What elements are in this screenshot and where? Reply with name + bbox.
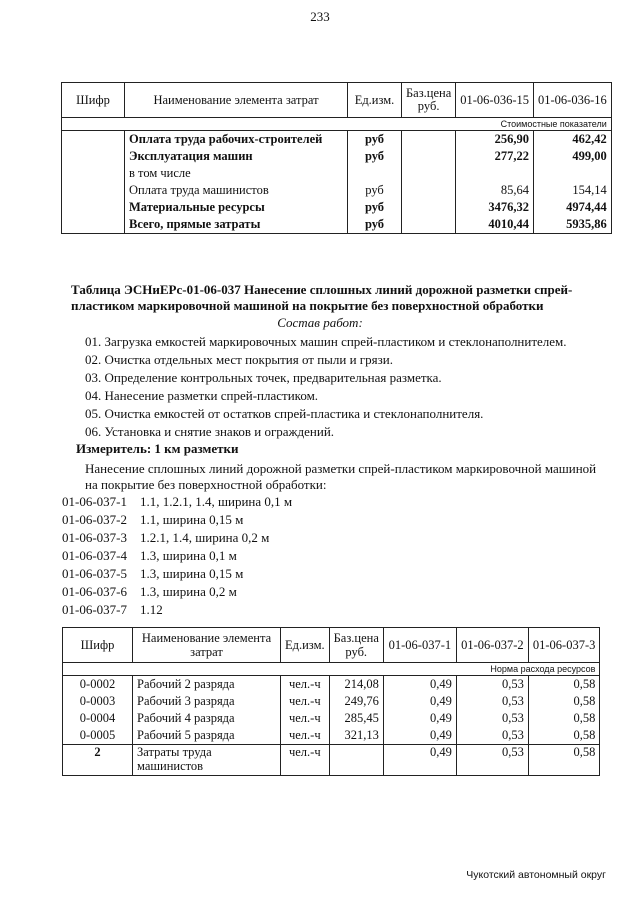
row-value: 0,58	[528, 676, 600, 694]
row-name: Материальные ресурсы	[125, 199, 348, 216]
code-row	[62, 530, 269, 546]
resource-table-header	[63, 628, 600, 663]
row-value: 0,53	[456, 710, 528, 727]
row-price: 249,76	[329, 693, 383, 710]
row-name: Рабочий 2 разряда	[133, 676, 281, 694]
row-name: Рабочий 4 разряда	[133, 710, 281, 727]
row-value: 277,22	[456, 148, 534, 165]
code-text: 1.12	[140, 602, 163, 617]
row-value: 0,49	[383, 676, 456, 694]
header-cell: 01-06-037-1	[383, 628, 456, 663]
code-row	[62, 602, 163, 618]
header-cell: Ед.изм.	[348, 83, 402, 118]
row-name: Рабочий 3 разряда	[133, 693, 281, 710]
cost-table	[61, 82, 612, 234]
header-cell: Баз.цена руб.	[402, 83, 456, 118]
table-row	[62, 182, 612, 199]
header-cell: Шифр	[62, 83, 125, 118]
header-cell: Наименование элемента затрат	[125, 83, 348, 118]
row-name: Оплата труда рабочих-строителей	[125, 131, 348, 149]
row-unit: руб	[348, 131, 402, 149]
work-item: 01. Загрузка емкостей маркировочных машин спрей-пластиком и стеклонаполнителем.	[85, 334, 567, 349]
row-unit: руб	[348, 148, 402, 165]
table-row	[63, 693, 600, 710]
row-price: 285,45	[329, 710, 383, 727]
row-name: Оплата труда машинистов	[125, 182, 348, 199]
row-unit	[348, 165, 402, 182]
code: 01-06-037-4	[62, 548, 127, 563]
row-price: 321,13	[329, 727, 383, 745]
cost-table-header	[62, 83, 612, 118]
row-value: 3476,32	[456, 199, 534, 216]
cost-table-subheader	[62, 118, 612, 131]
row-value: 0,53	[456, 727, 528, 745]
meter-label: Измеритель: 1 км разметки	[76, 441, 239, 456]
code: 01-06-037-2	[62, 512, 127, 527]
row-unit: чел.-ч	[281, 710, 330, 727]
row-value: 0,58	[528, 727, 600, 745]
work-item: 06. Установка и снятие знаков и ограждений.	[85, 424, 335, 439]
row-value: 0,49	[383, 710, 456, 727]
row-unit: чел.-ч	[281, 727, 330, 745]
work-item: 05. Очистка емкостей от остатков спрей-пластика и стеклонаполнителя.	[85, 406, 484, 421]
code-text: 1.1, ширина 0,15 м	[140, 512, 244, 527]
row-value: 5935,86	[534, 216, 612, 234]
table-row	[62, 216, 612, 234]
row-unit: руб	[348, 199, 402, 216]
code-row	[62, 494, 292, 510]
section-title: Таблица ЭСНиЕРс-01-06-037 Нанесение сплошных линий дорожной разметки спрей-пластиком маркировочной машиной на покрытие без поверхностной обработки	[71, 282, 573, 313]
header-cell: 01-06-036-16	[534, 83, 612, 118]
row-value: 4010,44	[456, 216, 534, 234]
row-unit: чел.-ч	[281, 676, 330, 694]
row-value: 0,53	[456, 745, 528, 776]
page-number: 233	[310, 9, 330, 24]
work-item: 03. Определение контрольных точек, предварительная разметка.	[85, 370, 442, 385]
row-code: 0-0005	[63, 727, 133, 745]
subheader-label: Стоимостные показатели	[456, 118, 612, 131]
row-value: 0,58	[528, 745, 600, 776]
header-cell: Баз.цена руб.	[329, 628, 383, 663]
subheader-label: Норма расхода ресурсов	[456, 663, 600, 676]
row-name: Рабочий 5 разряда	[133, 727, 281, 745]
row-value: 0,49	[383, 745, 456, 776]
row-code: 0-0003	[63, 693, 133, 710]
row-unit: чел.-ч	[281, 693, 330, 710]
row-value: 0,53	[456, 693, 528, 710]
table-row	[63, 710, 600, 727]
row-value: 0,58	[528, 710, 600, 727]
header-cell: Ед.изм.	[281, 628, 330, 663]
table-row	[62, 131, 612, 149]
code-text: 1.2.1, 1.4, ширина 0,2 м	[140, 530, 270, 545]
row-value: 0,53	[456, 676, 528, 694]
code-row	[62, 548, 237, 564]
row-price: 214,08	[329, 676, 383, 694]
code-text: 1.1, 1.2.1, 1.4, ширина 0,1 м	[140, 494, 293, 509]
code: 01-06-037-1	[62, 494, 127, 509]
row-name: Эксплуатация машин	[125, 148, 348, 165]
row-value: 154,14	[534, 182, 612, 199]
row-value: 462,42	[534, 131, 612, 149]
code-text: 1.3, ширина 0,1 м	[140, 548, 237, 563]
code: 01-06-037-6	[62, 584, 127, 599]
row-value: 0,58	[528, 693, 600, 710]
code-text: 1.3, ширина 0,2 м	[140, 584, 237, 599]
row-name: Всего, прямые затраты	[125, 216, 348, 234]
row-unit: чел.-ч	[281, 745, 330, 776]
footer-region: Чукотский автономный округ	[466, 869, 606, 881]
table-row	[63, 727, 600, 745]
header-cell: 01-06-037-3	[528, 628, 600, 663]
code: 01-06-037-7	[62, 602, 127, 617]
code: 01-06-037-3	[62, 530, 127, 545]
work-item: 02. Очистка отдельных мест покрытия от пыли и грязи.	[85, 352, 393, 367]
code-text: 1.3, ширина 0,15 м	[140, 566, 244, 581]
code-row	[62, 584, 237, 600]
row-code: 0-0004	[63, 710, 133, 727]
table-row	[62, 148, 612, 165]
row-name: Затраты труда машинистов	[133, 745, 281, 776]
header-cell: Шифр	[63, 628, 133, 663]
code-row	[62, 512, 243, 528]
table-row	[63, 745, 600, 776]
row-value: 0,49	[383, 727, 456, 745]
header-cell: 01-06-036-15	[456, 83, 534, 118]
resource-table	[62, 627, 600, 776]
row-code: 2	[63, 745, 133, 776]
row-value: 4974,44	[534, 199, 612, 216]
row-unit: руб	[348, 216, 402, 234]
resource-table-subheader	[63, 663, 600, 676]
row-price	[329, 745, 383, 776]
row-value: 256,90	[456, 131, 534, 149]
description: Нанесение сплошных линий дорожной разметки спрей-пластиком маркировочной машиной на покрытие без поверхностной обработки:	[85, 461, 597, 492]
code-row	[62, 566, 243, 582]
table-row	[62, 165, 612, 182]
code: 01-06-037-5	[62, 566, 127, 581]
row-unit: руб	[348, 182, 402, 199]
table-row	[63, 676, 600, 694]
row-name: в том числе	[125, 165, 348, 182]
work-item: 04. Нанесение разметки спрей-пластиком.	[85, 388, 319, 403]
row-value	[534, 165, 612, 182]
header-cell: Наименование элемента затрат	[133, 628, 281, 663]
header-cell: 01-06-037-2	[456, 628, 528, 663]
composition-label: Состав работ:	[277, 315, 363, 330]
table-row	[62, 199, 612, 216]
row-code: 0-0002	[63, 676, 133, 694]
row-value: 85,64	[456, 182, 534, 199]
row-value: 0,49	[383, 693, 456, 710]
row-value: 499,00	[534, 148, 612, 165]
row-value	[456, 165, 534, 182]
